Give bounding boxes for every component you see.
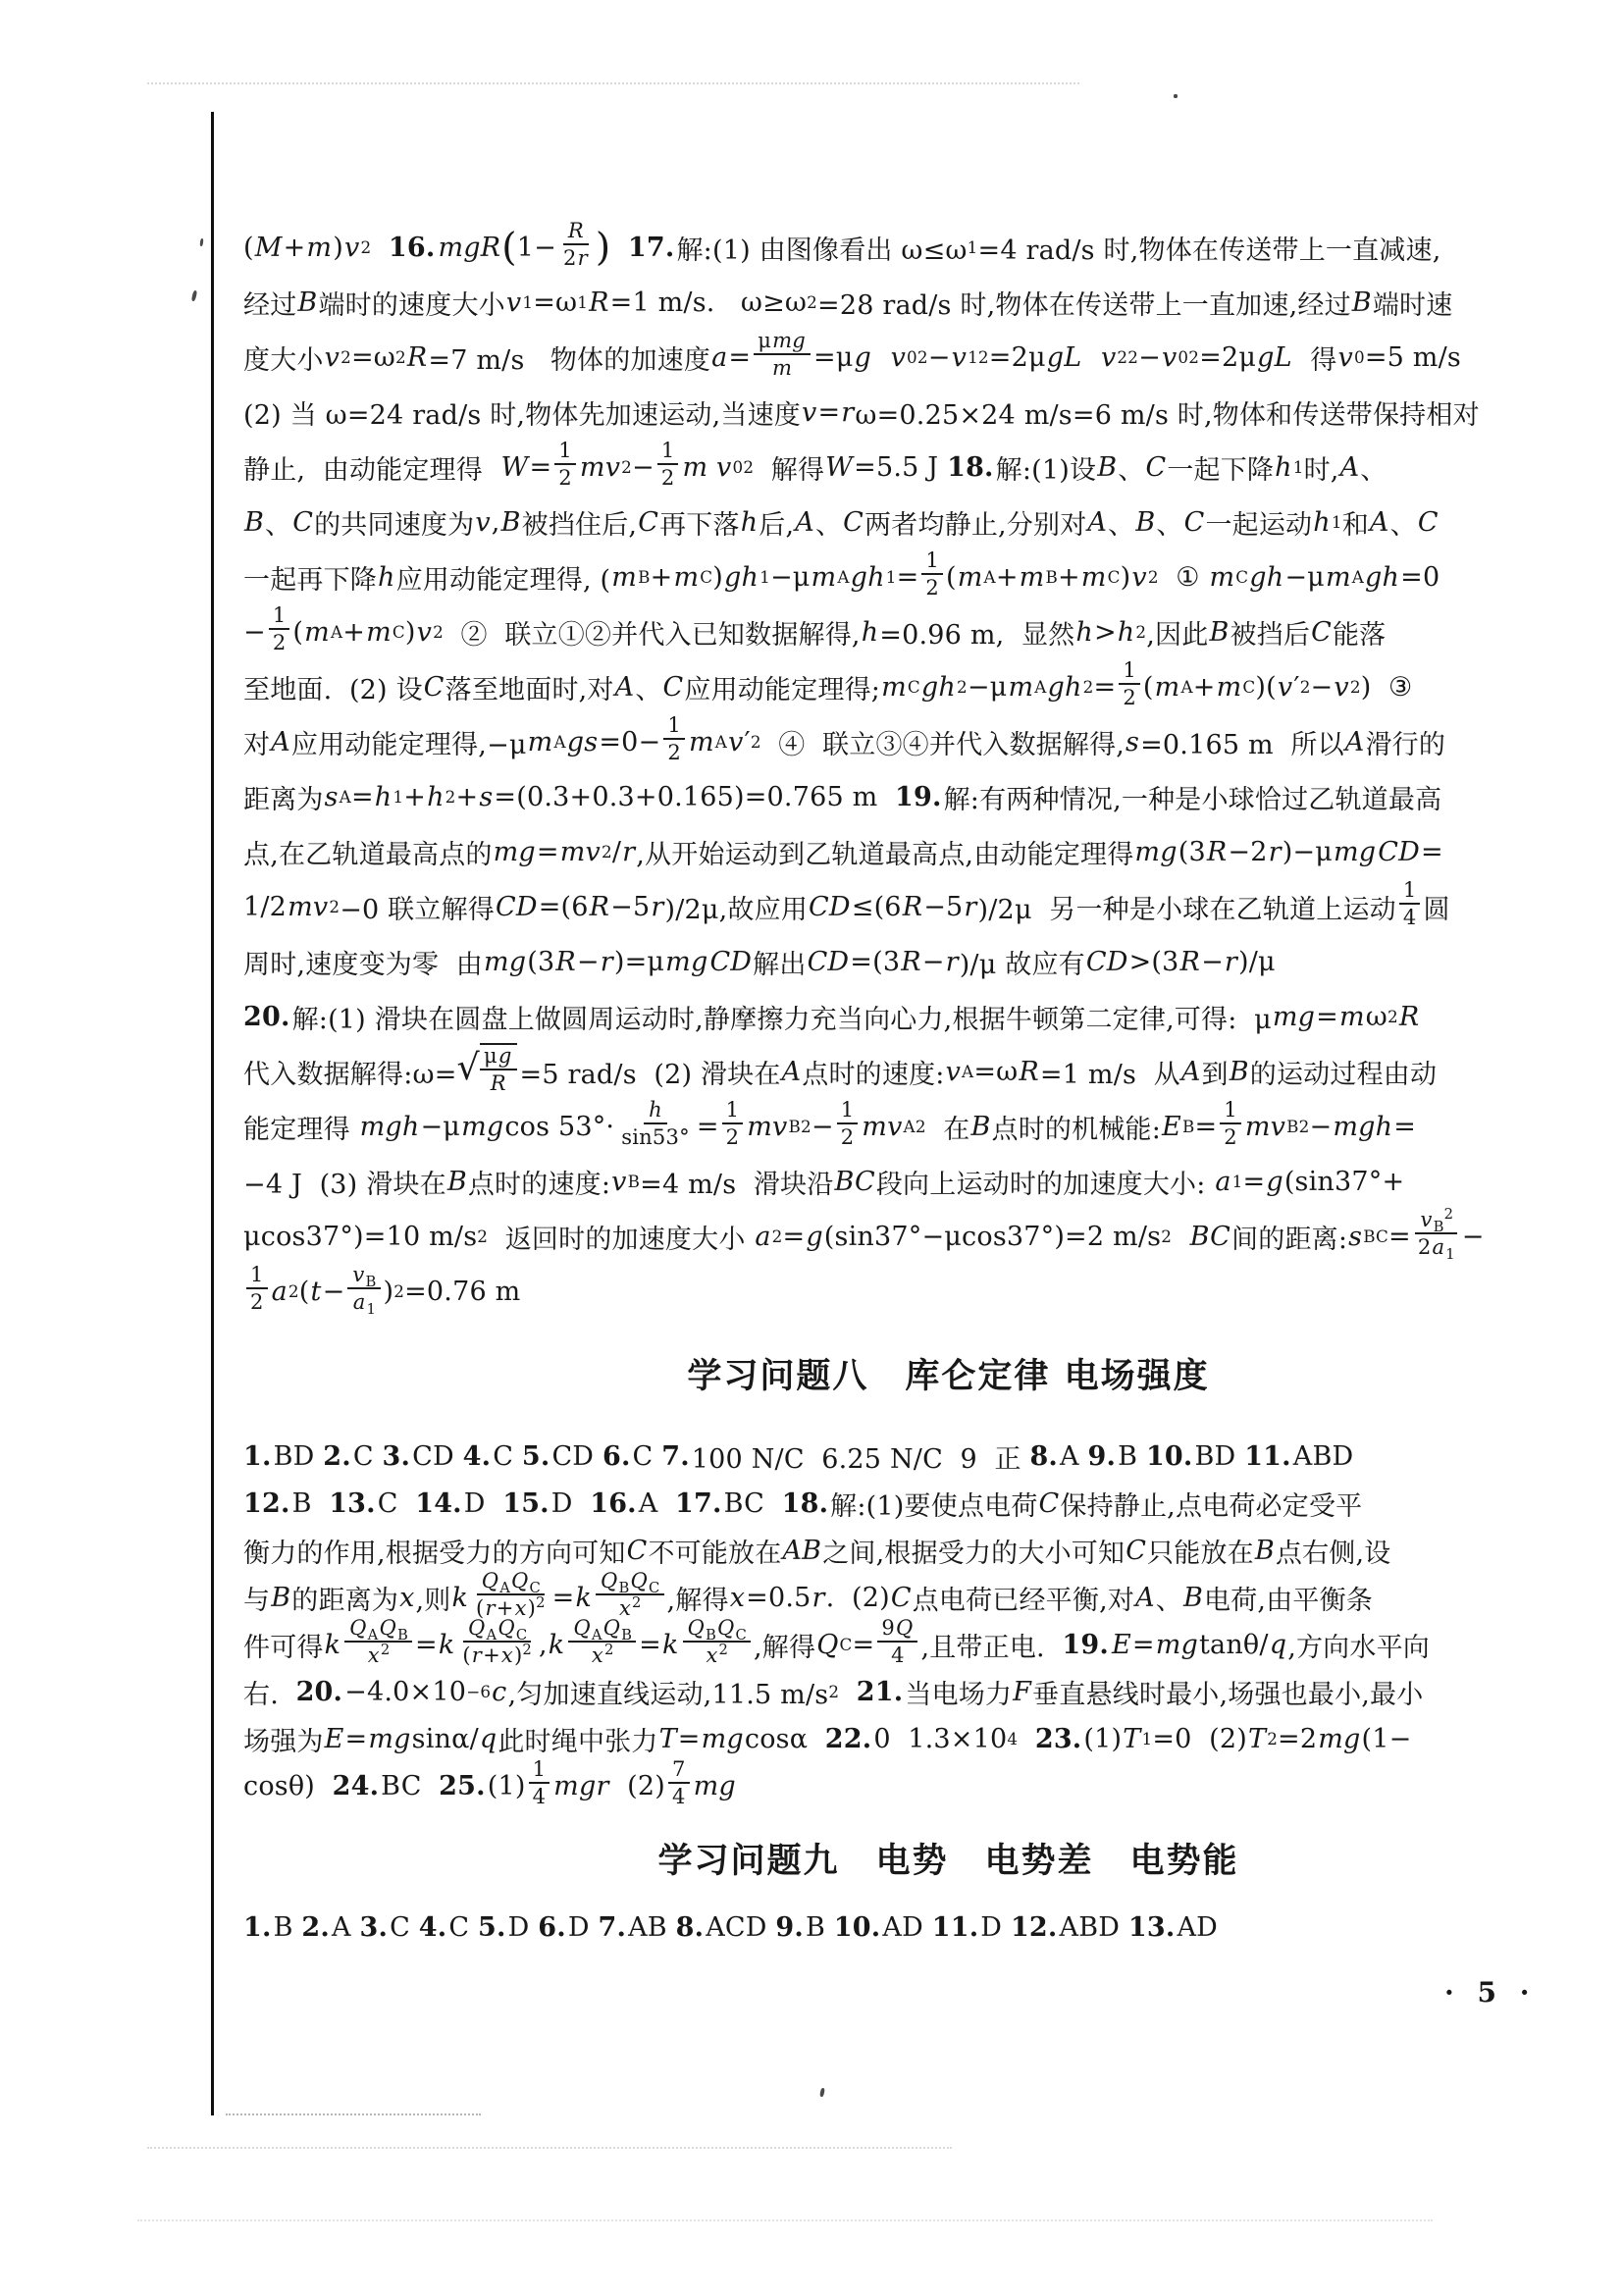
answer-block-mechanics-problems <box>243 217 1485 1319</box>
scan-artifact-speck <box>191 290 198 302</box>
text-line: 至地面. (2) 设 C 落至地面时,对 A 、 C 应用动能定理得; m C gh 2 −μ m A gh 2 = 1 2 ( m A + m C )( v ′ 2 − v 2 ) ③ <box>243 656 1413 709</box>
text-line: −4 J (3) 滑块在 B 点时的速度: v B =4 m/s 滑块沿 BC 段向上运动时的加速度大小: a 1 = g (sin37°+ <box>243 1166 1405 1200</box>
answer-block-section8 <box>243 1433 1430 1809</box>
text-line: 场强为 E = mg sinα/ q 此时绳中张力 T = mg cosα 22. 0 1.3×10 4 23. (1) T 1 =0 (2) T 2 =2 mg (1− <box>243 1723 1412 1757</box>
text-line: 点,在乙轨道最高点的 mg = mv 2 / r ,从开始运动到乙轨道最高点,由动能定理得 mg (3 R −2 r )−μ mg CD = <box>243 836 1443 870</box>
text-line: 距离为 s A = h 1 + h 2 + s =(0.3+0.3+0.165)=0.765 m 19. 解:有两种情况,一种是小球恰过乙轨道最高 <box>243 781 1442 815</box>
text-line: (2) 当 ω=24 rad/s 时,物体先加速运动,当速度 v = r ω=0.25×24 m/s=6 m/s 时,物体和传送带保持相对 <box>243 396 1480 431</box>
text-line: 右. 20. −4.0×10 −6 c ,匀加速直线运动,11.5 m/s 2 21. 当电场力 F 垂直悬线时最小,场强也最小,最小 <box>243 1676 1424 1710</box>
text-line: − 1 2 ( m A + m C ) v 2 ② 联立①②并代入已知数据解得, h =0.96 m, 显然 h > h 2 ,因此 B 被挡后 C 能落 <box>243 601 1387 654</box>
text-line: 1/2 mv 2 −0 联立解得 CD =(6 R −5 r )/2μ,故应用 CD ≤(6 R −5 r )/2μ 另一种是小球在乙轨道上运动 1 4 圆 <box>243 876 1450 929</box>
page-content <box>243 217 1485 1949</box>
text-line: 1 2 a 2 ( t − $v_B$ $a_1$ ) 2 =0.76 m <box>243 1264 1406 1319</box>
section-heading-electric-potential: 学习问题九 电势 电势差 电势能 <box>657 1842 1239 1881</box>
text-line: 一起再下降 h 应用动能定理得, ( m B + m C ) gh 1 −μ m A gh 1 = 1 2 ( m A + m B + m C ) v 2 ① m C gh −μ m A gh =0 <box>243 547 1440 600</box>
text-line: cosθ) 24. BC 25. (1) 1 4 mgr (2) 7 4 mg <box>243 1755 736 1808</box>
text-line: 度大小 v 2 =ω 2 R =7 m/s 物体的加速度 a = μmg m =μ g v 0 2 − v 1 2 =2μ gL v 2 2 − v 0 2 =2μ gL 得 v 0 =5 m/s <box>243 327 1461 380</box>
text-line: 件可得 k $Q_AQ_B$ $x^2$ = k $Q_AQ_C$ $(r+x)^2$ , k $Q_AQ_B$ $x^2$ = k $Q_BQ_C$ $x^2$ ,解得 Q C = 9Q 4 ,且带正电. 19. E = mg tanθ/ q ,方向水平向 <box>243 1614 1430 1667</box>
scan-artifact-dotted-line <box>147 2147 952 2149</box>
text-line: 1. B 2. A 3. C 4. C 5. D 6. D 7. AB 8. ACD 9. B 10. AD 11. D 12. ABD 13. AD <box>243 1911 1219 1943</box>
answer-block-section9 <box>243 1905 1406 1949</box>
book-spine-line <box>211 112 214 2115</box>
text-line: 1. BD 2. C 3. CD 4. C 5. CD 6. C 7. 100 N/C 6.25 N/C 9 正 8. A 9. B 10. BD 11. ABD <box>243 1440 1354 1475</box>
scan-artifact-speck <box>199 238 203 246</box>
text-line: μcos37°)=10 m/s 2 返回时的加速度大小 a 2 = g (sin37°−μcos37°)=2 m/s 2 BC 间的距离: s BC = $v_B^2$ $2a_1$ − <box>243 1205 1485 1264</box>
text-line: 12. B 13. C 14. D 15. D 16. A 17. BC 18. 解:(1)要使点电荷 C 保持静止,点电荷必定受平 <box>243 1487 1363 1522</box>
text-line: 周时,速度变为零 由 mg (3 R − r )=μ mg CD 解出 CD =(3 R − r )/μ 故应有 CD >(3 R − r )/μ <box>243 946 1276 980</box>
scan-artifact-speck <box>1174 94 1178 98</box>
text-line: 对 A 应用动能定理得,−μ m A gs =0− 1 2 m A v ′ 2 ④ 联立③④并代入数据解得, s =0.165 m 所以 A 滑行的 <box>243 711 1446 764</box>
scan-artifact-dotted-line <box>147 82 1079 84</box>
text-line: 衡力的作用,根据受力的方向可知 C 不可能放在 AB 之间,根据受力的大小可知 C 只能放在 B 点右侧,设 <box>243 1535 1391 1569</box>
scan-artifact-speck <box>819 2088 825 2098</box>
page-number: · 5 · <box>1444 1976 1537 2009</box>
text-line: 20. 解:(1) 滑块在圆盘上做圆周运动时,静摩擦力充当向心力,根据牛顿第二定律,可得: μ mg = m ω 2 R <box>243 1001 1420 1035</box>
text-line: ( M + m ) v 2 16. mgR ( 1− R 2r ) 17. 解:(1) 由图像看出 ω≤ω 1 =4 rad/s 时,物体在传送带上一直减速, <box>243 217 1441 270</box>
scan-artifact-dotted-line <box>226 2113 481 2115</box>
scan-artifact-dotted-line <box>137 2219 1433 2221</box>
text-line: 代入数据解得:ω= √ μg R =5 rad/s (2) 滑块在 A 点时的速度: v A =ω R =1 m/s 从 A 到 B 的运动过程由动 <box>243 1042 1438 1095</box>
text-line: B 、 C 的共同速度为 v , B 被挡住后, C 再下落 h 后, A 、 C 两者均静止,分别对 A 、 B 、 C 一起运动 h 1 和 A 、 C <box>244 506 1439 541</box>
text-line: 与 B 的距离为 x ,则 k $Q_AQ_C$ $(r+x)^2$ = k $Q_BQ_C$ $x^2$ ,解得 x =0.5 r . (2) C 点电荷已经平衡,对 A 、 B 电荷,由平衡条 <box>243 1567 1373 1620</box>
text-line: 静止, 由动能定理得 W = 1 2 mv 2 − 1 2 m v 0 2 解得 W =5.5 J 18. 解:(1)设 B 、 C 一起下降 h 1 时, A 、 <box>243 437 1387 490</box>
section-heading-coulomb-law: 学习问题八 库仑定律 电场强度 <box>687 1357 1210 1396</box>
text-line: 经过 B 端时的速度大小 v 1 =ω 1 R =1 m/s. ω≥ω 2 =28 rad/s 时,物体在传送带上一直加速,经过 B 端时速 <box>243 287 1453 321</box>
text-line: 能定理得 mgh −μ mg cos 53°· h sin53° = 1 2 mv B 2 − 1 2 mv A 2 在 B 点时的机械能: E B = 1 2 mv B 2 − mgh = <box>243 1096 1417 1149</box>
